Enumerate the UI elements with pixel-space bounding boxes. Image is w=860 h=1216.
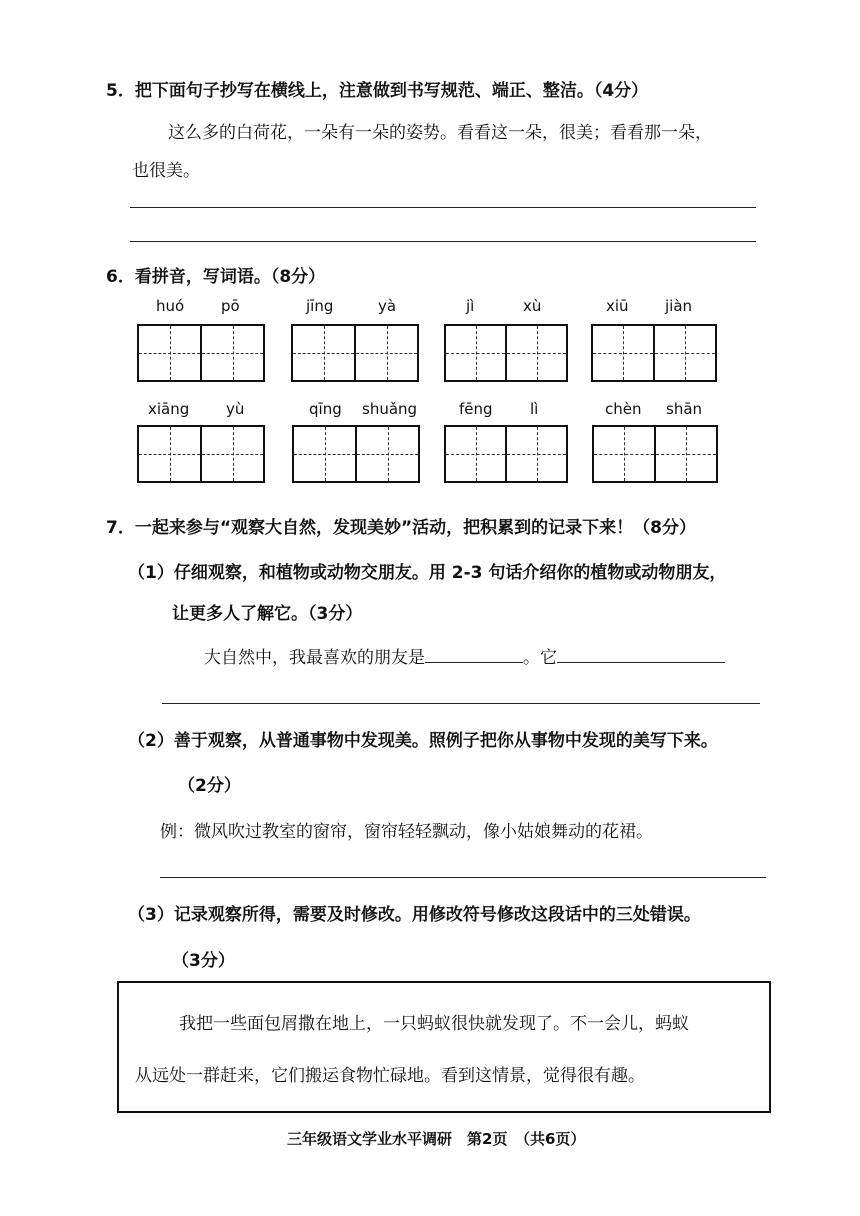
writing-grid-7[interactable] — [444, 425, 568, 483]
q5-answer-line-1[interactable] — [130, 207, 756, 208]
writing-grid-1[interactable] — [137, 324, 265, 382]
q5-text-line1: 这么多的白荷花，一朵有一朵的姿势。看看这一朵，很美；看看那一朵， — [168, 123, 712, 143]
q7-sub1-line1: （1）仔细观察，和植物或动物交朋友。用 2-3 句话介绍你的植物或动物朋友， — [128, 563, 727, 583]
q7-sub3-line1: （3）记录观察所得，需要及时修改。用修改符号修改这段话中的三处错误。 — [128, 905, 701, 925]
pinyin-2a: jīng — [306, 297, 334, 315]
pinyin-3b: xù — [523, 297, 542, 315]
q6-title: 6．看拼音，写词语。（8分） — [106, 267, 326, 287]
q5-title: 5．把下面句子抄写在横线上，注意做到书写规范、端正、整洁。（4分） — [106, 81, 649, 101]
pinyin-4a: xiū — [606, 297, 629, 315]
q7-sub3-line2: （3分） — [172, 951, 235, 971]
pinyin-1a: huó — [156, 297, 185, 315]
q7-sub2-example: 例：微风吹过教室的窗帘，窗帘轻轻飘动，像小姑娘舞动的花裙。 — [160, 822, 653, 842]
q7-sub2-line2: （2分） — [178, 776, 241, 796]
pinyin-6a: qīng — [309, 400, 342, 418]
writing-grid-6[interactable] — [292, 425, 420, 483]
q7-sub1-prompt-a: 大自然中，我最喜欢的朋友是 — [204, 648, 425, 668]
q7-sub1-prompt — [204, 643, 725, 668]
passage-line2[interactable]: 从远处一群赶来，它们搬运食物忙碌地。看到这情景，觉得很有趣。 — [135, 1066, 645, 1086]
pinyin-7a: fēng — [459, 400, 493, 418]
writing-grid-8[interactable] — [592, 425, 718, 483]
passage-box — [117, 981, 771, 1113]
q5-text-line2: 也很美。 — [132, 161, 200, 181]
q5-answer-line-2[interactable] — [130, 241, 756, 242]
pinyin-6b: shuǎng — [362, 400, 418, 418]
q7-sub2-line1: （2）善于观察，从普通事物中发现美。照例子把你从事物中发现的美写下来。 — [128, 731, 718, 751]
pinyin-1b: pō — [221, 297, 240, 315]
page-footer: 三年级语文学业水平调研 第2页 （共6页） — [287, 1130, 586, 1148]
writing-grid-3[interactable] — [444, 324, 568, 382]
q7-sub1-line2: 让更多人了解它。（3分） — [172, 604, 363, 624]
q7-sub1-prompt-b: 。它 — [523, 648, 557, 668]
pinyin-3a: jì — [466, 297, 475, 315]
pinyin-5b: yù — [226, 400, 245, 418]
pinyin-8b: shān — [666, 400, 703, 418]
pinyin-2b: yà — [378, 297, 397, 315]
writing-grid-4[interactable] — [591, 324, 717, 382]
writing-grid-2[interactable] — [291, 324, 419, 382]
q7-title: 7．一起来参与“观察大自然，发现美妙”活动，把积累到的记录下来！（8分） — [106, 518, 697, 538]
q7-sub1-answer-line[interactable] — [162, 703, 760, 704]
pinyin-7b: lì — [530, 400, 539, 418]
pinyin-8a: chèn — [605, 400, 642, 418]
pinyin-4b: jiàn — [665, 297, 693, 315]
pinyin-5a: xiāng — [148, 400, 190, 418]
friend-description-blank[interactable] — [557, 644, 725, 663]
writing-grid-5[interactable] — [137, 425, 265, 483]
q7-sub2-answer-line[interactable] — [160, 877, 766, 878]
passage-line1[interactable]: 我把一些面包屑撒在地上，一只蚂蚁很快就发现了。不一会儿，蚂蚁 — [179, 1014, 689, 1034]
favorite-friend-blank[interactable] — [425, 644, 523, 663]
